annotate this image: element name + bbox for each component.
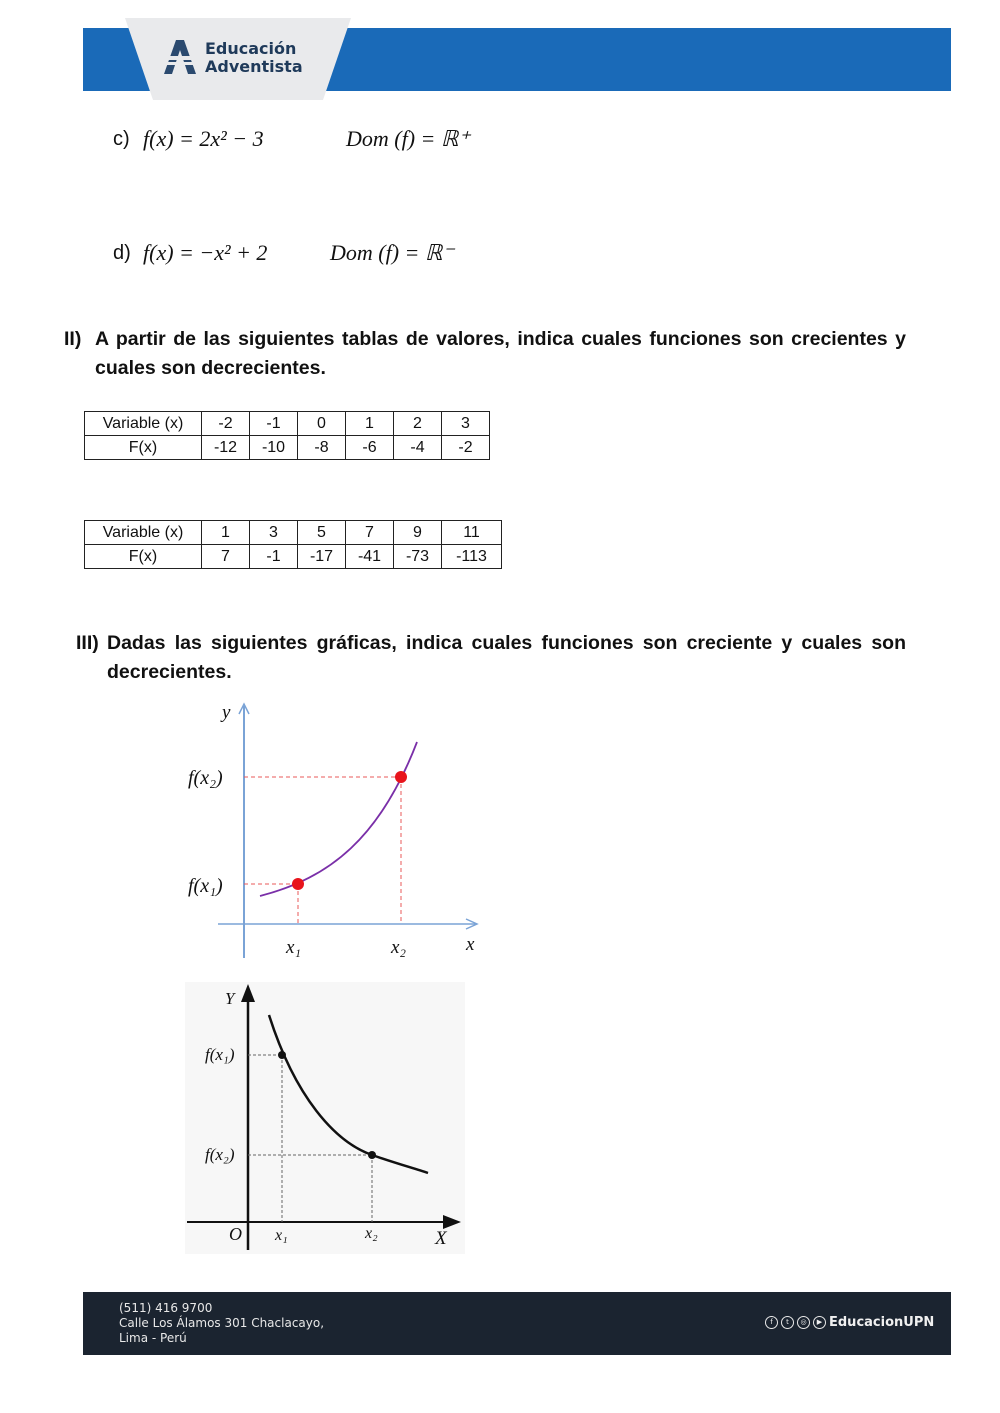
row-header: F(x): [85, 436, 202, 460]
facebook-icon[interactable]: f: [765, 1316, 778, 1329]
row-header: Variable (x): [85, 521, 202, 545]
graph1-x-label: x: [466, 934, 475, 955]
footer-address-1: Calle Los Álamos 301 Chaclacayo,: [119, 1316, 325, 1330]
table-cell: -2: [442, 436, 490, 460]
graph1-point-x1: [292, 878, 304, 890]
item-d-label: d): [113, 242, 131, 264]
table-cell: 9: [394, 521, 442, 545]
section-2-text: A partir de las siguientes tablas de valores, indica cuales funciones son crecientes y cuales son decrecientes.: [95, 328, 906, 379]
item-c-label: c): [113, 128, 130, 150]
table-cell: -17: [298, 545, 346, 569]
section-3-number: III): [76, 632, 99, 654]
item-d-function: f(x) = −x² + 2: [143, 240, 268, 265]
table-row: [85, 412, 490, 436]
footer-address-2: Lima - Perú: [119, 1331, 187, 1345]
graph1-x1-label: x₁: [286, 937, 302, 958]
graph2-x2-label: x₂: [365, 1225, 378, 1242]
section-2-number: II): [64, 328, 82, 350]
table-cell: 3: [250, 521, 298, 545]
graph2-x1-label: x₁: [275, 1227, 288, 1244]
graph1-point-x2: [395, 771, 407, 783]
table-row: [85, 436, 490, 460]
values-table-2: [84, 520, 502, 569]
footer-contact: [119, 1301, 324, 1346]
graph1-fx1-label: f(x₁): [188, 875, 223, 897]
table-cell: -8: [298, 436, 346, 460]
graph1-curve: [260, 742, 417, 896]
graph2-fx2-label: f(x₂): [205, 1145, 235, 1164]
section-3-heading: [76, 629, 906, 689]
footer-social-handle[interactable]: EducacionUPN: [829, 1315, 935, 1330]
table-cell: -1: [250, 412, 298, 436]
logo-line2: Adventista: [205, 57, 303, 76]
table-cell: -73: [394, 545, 442, 569]
table-cell: 7: [346, 521, 394, 545]
table-cell: -12: [202, 436, 250, 460]
table-cell: 3: [442, 412, 490, 436]
graph2-fx1-label: f(x₁): [205, 1045, 235, 1064]
graph1-x2-label: x₂: [391, 937, 407, 958]
item-d-domain: Dom (f) = ℝ⁻: [330, 240, 454, 265]
graph-decreasing: [185, 982, 465, 1254]
graph2-y-label: Y: [225, 989, 235, 1008]
row-header: Variable (x): [85, 412, 202, 436]
table-cell: -2: [202, 412, 250, 436]
graph2-point-x2: [368, 1151, 376, 1159]
table-cell: 2: [394, 412, 442, 436]
instagram-icon[interactable]: ◎: [797, 1316, 810, 1329]
logo-icon: [162, 40, 198, 74]
table-cell: -1: [250, 545, 298, 569]
table-cell: 1: [346, 412, 394, 436]
graph1-y-label: y: [222, 702, 231, 723]
youtube-icon[interactable]: ▶: [813, 1316, 826, 1329]
table-row: [85, 545, 502, 569]
values-table-1: [84, 411, 490, 460]
table-cell: 0: [298, 412, 346, 436]
logo-line1: Educación: [205, 39, 297, 58]
table-cell: -6: [346, 436, 394, 460]
table-cell: 11: [442, 521, 502, 545]
table-cell: -10: [250, 436, 298, 460]
table-cell: 1: [202, 521, 250, 545]
footer-phone: (511) 416 9700: [119, 1301, 213, 1315]
graph2-point-x1: [278, 1051, 286, 1059]
graph-increasing: [180, 698, 485, 963]
item-c-function: f(x) = 2x² − 3: [143, 126, 264, 151]
table-cell: -4: [394, 436, 442, 460]
table-cell: -113: [442, 545, 502, 569]
graph2-x-label: X: [435, 1228, 447, 1249]
graph1-fx2-label: f(x₂): [188, 767, 223, 789]
section-2-heading: [64, 325, 906, 385]
twitter-icon[interactable]: t: [781, 1316, 794, 1329]
footer-social: [765, 1315, 934, 1330]
section-3-text: Dadas las siguientes gráficas, indica cuales funciones son creciente y cuales son decrecientes.: [107, 632, 906, 683]
graph2-origin-label: O: [229, 1224, 242, 1244]
item-c-domain: Dom (f) = ℝ⁺: [346, 126, 470, 151]
table-cell: 7: [202, 545, 250, 569]
row-header: F(x): [85, 545, 202, 569]
table-cell: 5: [298, 521, 346, 545]
table-cell: -41: [346, 545, 394, 569]
table-row: [85, 521, 502, 545]
logo-text: [205, 40, 303, 76]
graph2-background: [185, 982, 465, 1254]
